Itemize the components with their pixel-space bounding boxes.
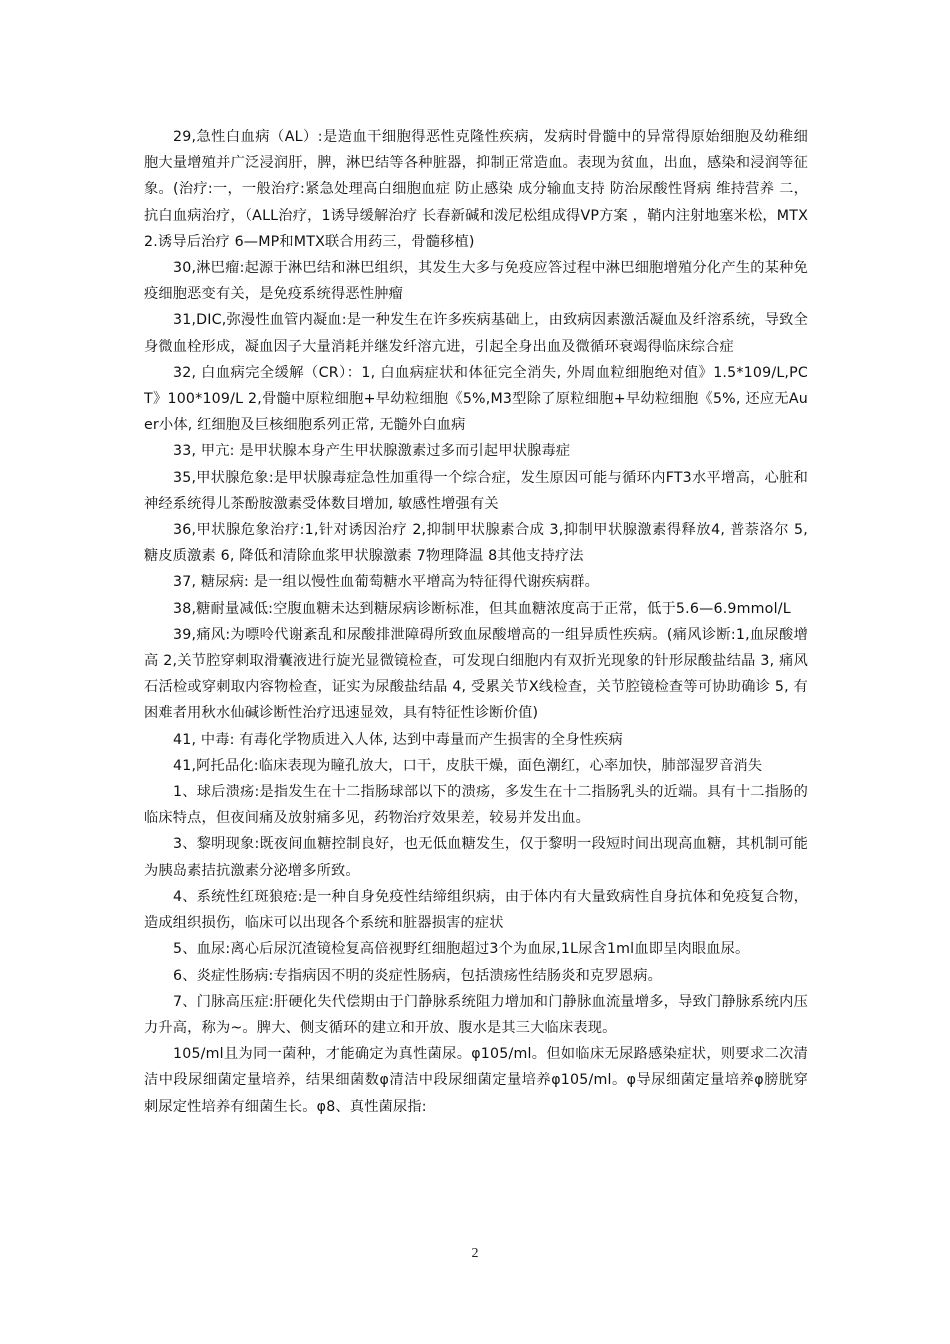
paragraph: 7、门脉高压症:肝硬化失代偿期由于门静脉系统阻力增加和门静脉血流量增多，导致门静脉系统内压力升高，称为~。脾大、侧支循环的建立和开放、腹水是其三大临床表现。 bbox=[144, 993, 808, 1036]
paragraph: 39,痛风:为嘌呤代谢紊乱和尿酸排泄障碍所致血尿酸增高的一组异质性疾病。(痛风诊断:1,血尿酸增高 2,关节腔穿刺取滑囊液进行旋光显微镜检查，可发现白细胞内有双折光现象的针形尿酸盐结晶 3, 痛风石活检或穿刺取内容物检查，证实为尿酸盐结晶 4, 受累关节X线检查，关节腔镜检查等可协助确诊 5, 有困难者用秋水仙碱诊断性治疗迅速显效，具有特征性诊断价值) bbox=[144, 626, 808, 722]
paragraph: 3、黎明现象:既夜间血糖控制良好，也无低血糖发生，仅于黎明一段短时间出现高血糖，其机制可能为胰岛素拮抗激素分泌增多所致。 bbox=[144, 836, 808, 879]
paragraph: 29,急性白血病（AL）:是造血干细胞得恶性克隆性疾病，发病时骨髓中的异常得原始细胞及幼稚细胞大量增殖并广泛浸润肝，脾，淋巴结等各种脏器，抑制正常造血。表现为贫血，出血，感染和浸润等征象。(治疗:一，一般治疗:紧急处理高白细胞血症 防止感染 成分输血支持 防治尿酸性肾病 维持营养 二，抗白血病治疗，（ALL治疗，1诱导缓解治疗 长春新碱和泼尼松组成得VP方案 ，鞘内注射地塞米松，MTX 2.诱导后治疗 6—MP和MTX联合用药三，骨髓移植) bbox=[144, 129, 808, 250]
paragraph: 105/ml且为同一菌种，才能确定为真性菌尿。φ105/ml。但如临床无尿路感染症状，则要求二次清洁中段尿细菌定量培养，结果细菌数φ清洁中段尿细菌定量培养φ105/ml。φ导尿细菌定量培养φ膀胱穿刺尿定性培养有细菌生长。φ8、真性菌尿指: bbox=[144, 1046, 808, 1115]
page-body bbox=[144, 124, 808, 1120]
paragraph: 4、系统性红斑狼疮:是一种自身免疫性结缔组织病，由于体内有大量致病性自身抗体和免疫复合物，造成组织损伤，临床可以出现各个系统和脏器损害的症状 bbox=[144, 888, 808, 932]
paragraph: 31,DIC,弥漫性血管内凝血:是一种发生在许多疾病基础上，由致病因素激活凝血及纤溶系统，导致全身微血栓形成，凝血因子大量消耗并继发纤溶亢进，引起全身出血及微循环衰竭得临床综合症 bbox=[144, 312, 808, 355]
paragraph: 38,糖耐量减低:空腹血糖未达到糖尿病诊断标准，但其血糖浓度高于正常，低于5.6—6.9mmol/L bbox=[173, 600, 791, 617]
paragraph: 33, 甲亢: 是甲状腺本身产生甲状腺激素过多而引起甲状腺毒症 bbox=[173, 443, 571, 460]
page-number: 2 bbox=[471, 1246, 479, 1261]
paragraph: 32, 白血病完全缓解（CR）：1, 白血病症状和体征完全消失, 外周血粒细胞绝对值》1.5*109/L,PCT》100*109/L 2,骨髓中原粒细胞+早幼粒细胞《5%,M3型除了原粒细胞+早幼粒细胞《5%, 还应无Auer小体, 红细胞及巨核细胞系列正常, 无髓外白血病 bbox=[144, 364, 808, 434]
paragraph: 30,淋巴瘤:起源于淋巴结和淋巴组织，其发生大多与免疫应答过程中淋巴细胞增殖分化产生的某种免疫细胞恶变有关，是免疫系统得恶性肿瘤 bbox=[144, 260, 808, 303]
paragraph: 1、球后溃疡:是指发生在十二指肠球部以下的溃疡，多发生在十二指肠乳头的近端。具有十二指肠的临床特点，但夜间痛及放射痛多见，药物治疗效果差，较易并发出血。 bbox=[144, 784, 808, 827]
paragraph: 41, 中毒: 有毒化学物质进入人体, 达到中毒量而产生损害的全身性疾病 bbox=[173, 731, 623, 748]
paragraph: 36,甲状腺危象治疗:1,针对诱因治疗 2,抑制甲状腺素合成 3,抑制甲状腺激素得释放4, 普萘洛尔 5, 糖皮质激素 6, 降低和清除血浆甲状腺激素 7物理降温 8其他支持疗法 bbox=[144, 522, 808, 565]
paragraph: 35,甲状腺危象:是甲状腺毒症急性加重得一个综合症，发生原因可能与循环内FT3水平增高，心脏和神经系统得儿茶酚胺激素受体数目增加, 敏感性增强有关 bbox=[144, 469, 808, 512]
paragraph: 6、炎症性肠病:专指病因不明的炎症性肠病，包括溃疡性结肠炎和克罗恩病。 bbox=[173, 967, 662, 984]
paragraph: 37, 糖尿病: 是一组以慢性血葡萄糖水平增高为特征得代谢疾病群。 bbox=[173, 574, 600, 591]
paragraph: 5、血尿:离心后尿沉渣镜检复高倍视野红细胞超过3个为血尿,1L尿含1ml血即呈肉眼血尿。 bbox=[173, 941, 750, 958]
paragraph: 41,阿托品化:临床表现为瞳孔放大，口干，皮肤干燥，面色潮红，心率加快，肺部湿罗音消失 bbox=[173, 757, 763, 774]
